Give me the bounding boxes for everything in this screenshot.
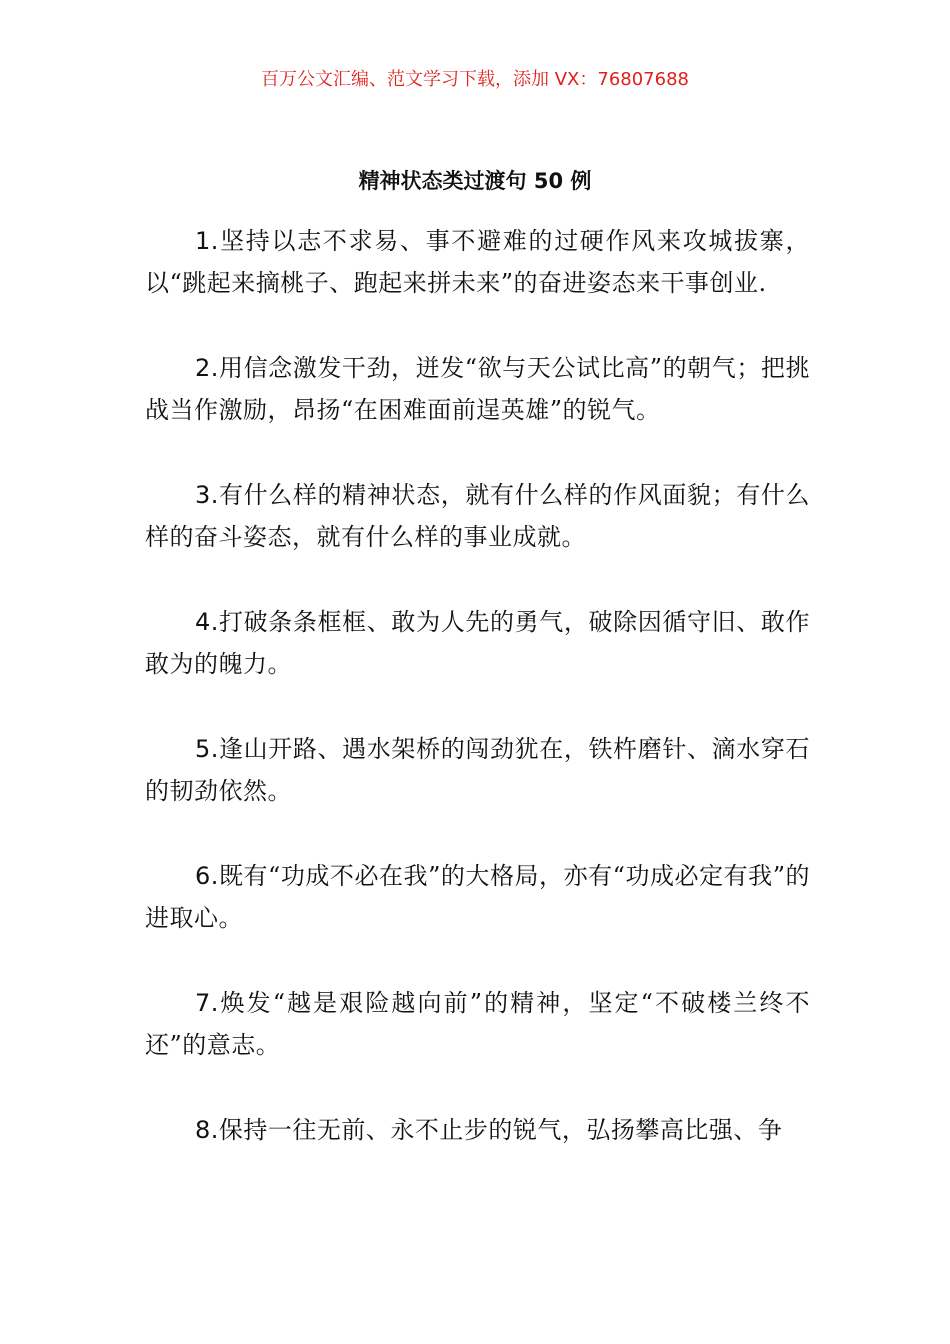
paragraph-number: 3.	[195, 481, 219, 509]
paragraph-number: 7.	[195, 989, 219, 1017]
paragraph-3	[145, 474, 810, 558]
paragraph-text: 既有“功成不必在我”的大格局，亦有“功成必定有我”的进取心。	[145, 862, 810, 932]
header-banner: 百万公文汇编、范文学习下载，添加 VX：76807688	[261, 69, 689, 90]
paragraph-number: 4.	[195, 608, 219, 636]
paragraph-8	[145, 1109, 810, 1151]
paragraph-7	[145, 982, 810, 1066]
paragraph-number: 6.	[195, 862, 219, 890]
paragraph-text: 有什么样的精神状态，就有什么样的作风面貌；有什么样的奋斗姿态，就有什么样的事业成就。	[145, 481, 810, 551]
paragraph-text: 坚持以志不求易、事不避难的过硬作风来攻城拔寨，以“跳起来摘桃子、跑起来拼未来”的奋进姿态来干事创业.	[145, 227, 810, 297]
page-title: 精神状态类过渡句 50 例	[358, 169, 592, 193]
paragraph-text: 保持一往无前、永不止步的锐气，弘扬攀高比强、争	[218, 1116, 783, 1144]
paragraph-6	[145, 855, 810, 939]
paragraph-4	[145, 601, 810, 685]
paragraph-1	[145, 220, 810, 304]
paragraph-text: 逢山开路、遇水架桥的闯劲犹在，铁杵磨针、滴水穿石的韧劲依然。	[145, 735, 810, 805]
paragraph-number: 8.	[195, 1116, 219, 1144]
paragraph-number: 5.	[195, 735, 219, 763]
paragraph-number: 2.	[195, 354, 219, 382]
paragraph-text: 打破条条框框、敢为人先的勇气，破除因循守旧、敢作敢为的魄力。	[145, 608, 810, 678]
paragraph-number: 1.	[195, 227, 219, 255]
paragraph-2	[145, 347, 810, 431]
document-body	[145, 220, 810, 1194]
paragraph-text: 用信念激发干劲，迸发“欲与天公试比高”的朝气；把挑战当作激励，昂扬“在困难面前逞英雄”的锐气。	[145, 354, 810, 424]
paragraph-text: 焕发“越是艰险越向前”的精神，坚定“不破楼兰终不还”的意志。	[145, 989, 810, 1059]
paragraph-5	[145, 728, 810, 812]
